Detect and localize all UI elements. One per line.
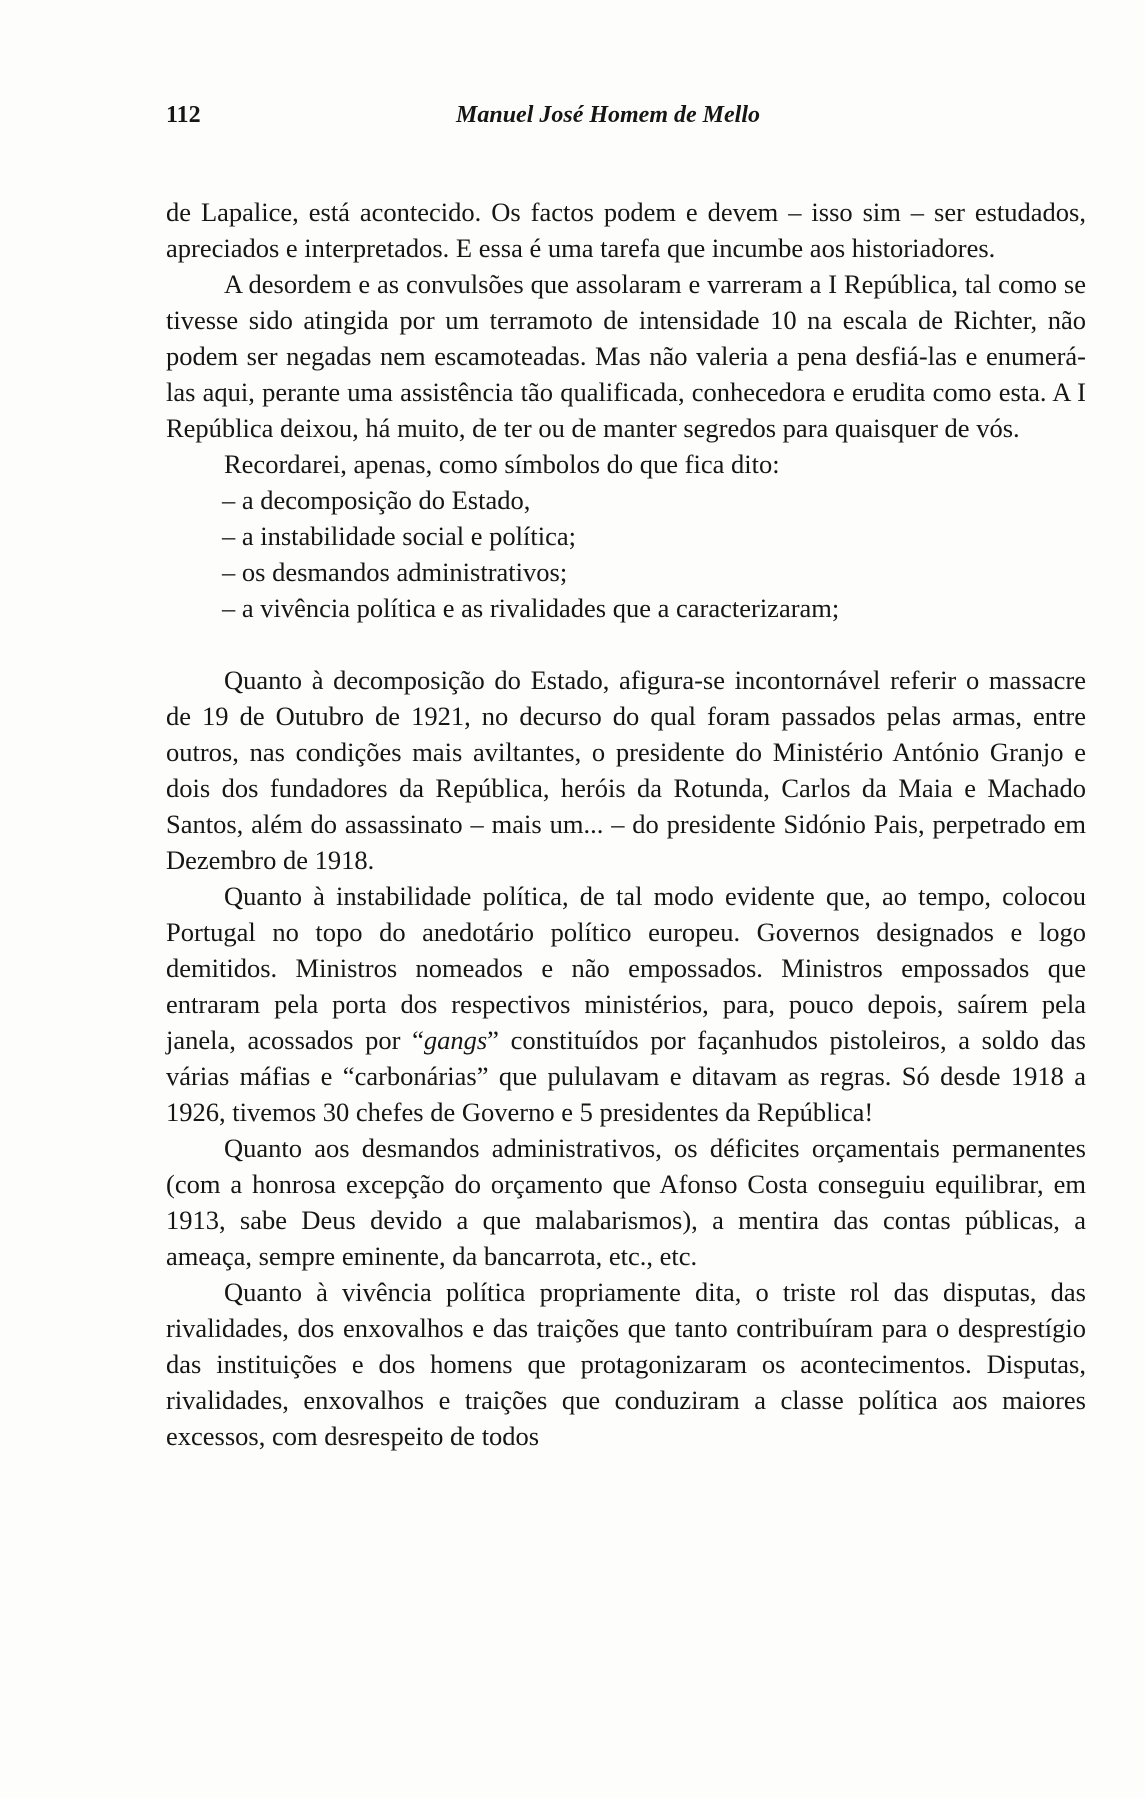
page-number: 112 [166, 102, 201, 128]
instability-italic-word: gangs [423, 1025, 488, 1055]
list-item: – a decomposição do Estado, [222, 485, 531, 515]
paragraph-disorder: A desordem e as convulsões que assolaram e varreram a I República, tal como se tivesse sido atingida por um terramoto de intensidade 10 na escala de Richter, não podem ser negadas nem escamoteadas. Mas não valeria a pena desfiá-las e enumerá-las aqui, perante uma assistência tão qualificada, conhecedora e erudita como esta. A I República deixou, há muito, de ter ou de manter segredos para quaisquer de vós. [166, 269, 1086, 443]
paragraph-recall: Recordarei, apenas, como símbolos do que fica dito: [224, 449, 780, 479]
paragraph-administrative-abuses: Quanto aos desmandos administrativos, os déficites orçamentais permanentes (com a honrosa excepção do orçamento que Afonso Costa conseguiu equilibrar, em 1913, sabe Deus devido a que malabarismos), a mentira das contas públicas, a ameaça, sempre eminente, da bancarrota, etc., etc. [166, 1133, 1086, 1271]
instability-text-start: Quanto à instabilidade política, de tal modo evidente que, ao tempo, colocou Portugal no topo do anedotário político europeu. Governos designados e logo demitidos. Ministros nomeados e não empossados. Ministros empossados que entraram pela porta dos respectivos ministérios, para, pouco depois, saírem pela janela, acossados por “ [166, 881, 1086, 1055]
symbol-list [166, 482, 1086, 626]
paragraph-continuation: de Lapalice, está acontecido. Os factos podem e devem – isso sim – ser estudados, apreciados e interpretados. E essa é uma tarefa que incumbe aos historiadores. [166, 197, 1086, 263]
body-text [166, 194, 1086, 1454]
paragraph-political-instability [166, 878, 1086, 1130]
instability-text-end: ” constituídos por façanhudos pistoleiros, a soldo das várias máfias e “carbonárias” que pululavam e ditavam as regras. Só desde 1918 a 1926, tivemos 30 chefes de Governo e 5 presidentes da República! [166, 1025, 1086, 1127]
list-item: – a instabilidade social e política; [222, 521, 576, 551]
paragraph-state-decomposition: Quanto à decomposição do Estado, afigura-se incontornável referir o massacre de 19 de Outubro de 1921, no decurso do qual foram passados pelas armas, entre outros, nas condições mais aviltantes, o presidente do Ministério António Granjo e dois dos fundadores da República, heróis da Rotunda, Carlos da Maia e Machado Santos, além do assassinato – mais um... – do presidente Sidónio Pais, perpetrado em Dezembro de 1918. [166, 665, 1086, 875]
page-header [166, 100, 1086, 136]
list-item: – a vivência política e as rivalidades que a caracterizaram; [222, 593, 840, 623]
list-item: – os desmandos administrativos; [222, 557, 568, 587]
running-head: Manuel José Homem de Mello [456, 102, 760, 128]
paragraph-political-life: Quanto à vivência política propriamente dita, o triste rol das disputas, das rivalidades, dos enxovalhos e das traições que tanto contribuíram para o desprestígio das instituições e dos homens que protagonizaram os acontecimentos. Disputas, rivalidades, enxovalhos e traições que conduziram a classe política aos maiores excessos, com desrespeito de todos [166, 1277, 1086, 1451]
